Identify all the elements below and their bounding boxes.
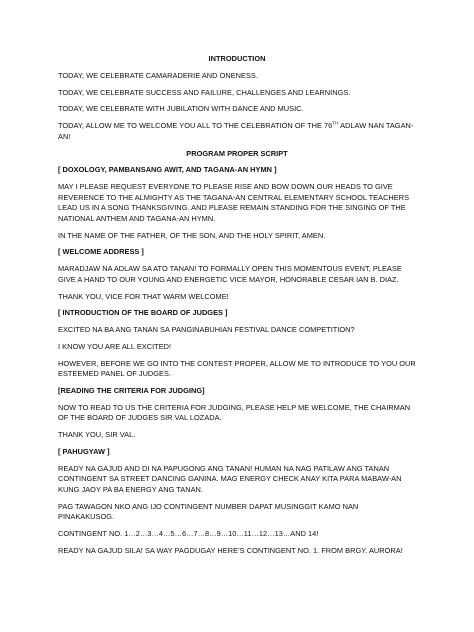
section-heading-judges: [ INTRODUCTION OF THE BOARD OF JUDGES ] xyxy=(58,308,228,318)
welcome-paragraph: MARADJAW NA ADLAW SA ATO TANAN! TO FORMALLY OPEN THIS MOMENTOUS EVENT, PLEASE GIVE A HAND TO OUR YOUNG AND ENERGETIC VICE MAYOR, HONORABLE CESAR IAN B. DIAZ. xyxy=(58,264,402,284)
intro-line-1: TODAY, WE CELEBRATE CAMARADERIE AND ONENESS. xyxy=(58,70,258,80)
intro-line-2: TODAY, WE CELEBRATE SUCCESS AND FAILURE, CHALLENGES AND LEARNINGS. xyxy=(58,87,351,97)
welcome-thanks: THANK YOU, VICE FOR THAT WARM WELCOME! xyxy=(58,291,229,301)
section-heading-pahugyaw: [ PAHUGYAW ] xyxy=(58,447,110,456)
contingent-count: CONTINGENT NO. 1…2…3…4…5…6…7…8…9…10…11…12…13…AND 14! xyxy=(58,529,319,539)
judges-line-2: I KNOW YOU ARE ALL EXCITED! xyxy=(58,341,172,351)
welcome-line-tail: ADLAW NAN TAGAN-AN! xyxy=(58,121,414,141)
section-heading-criteria: [READING THE CRITERIA FOR JUDGING] xyxy=(58,386,205,396)
section-heading-doxology: [ DOXOLOGY, PAMBANSANG AWIT, AND TAGANA-AN HYMN ] xyxy=(58,165,277,175)
section-heading-welcome: [ WELCOME ADDRESS ] xyxy=(58,247,144,257)
welcome-line-text: TODAY, ALLOW ME TO WELCOME YOU ALL TO THE CELEBRATION OF THE 76 xyxy=(58,121,333,131)
judges-paragraph: HOWEVER, BEFORE WE GO INTO THE CONTEST PROPER, ALLOW ME TO INTRODUCE TO YOU OUR ESTEEMED PANEL OF JUDGES. xyxy=(58,358,416,379)
criteria-paragraph: NOW TO READ TO US THE CRITERIA FOR JUDGING, PLEASE HELP ME WELCOME, THE CHAIRMAN OF THE BOARD OF JUDGES SIR VAL LOZADA. xyxy=(58,402,411,423)
document-title: INTRODUCTION xyxy=(208,54,266,63)
pahugyaw-paragraph-1: READY NA GAJUD AND DI NA PAPUGONG ANG TANAN! HUMAN NA NAG PATILAW ANG TANAN CONTINGENT SA STREET DANCING GANINA. MAG ENERGY CHECK ANAY KITA PARA MABAW-AN KUNG JAOY PA BA ENERGY ANG TANAN. xyxy=(58,463,402,494)
intro-line-3: TODAY, WE CELEBRATE WITH JUBILATION WITH DANCE AND MUSIC. xyxy=(58,104,304,114)
pahugyaw-paragraph-2: PAG TAWAGON NKO ANG IJO CONTINGENT NUMBER DAPAT MUSINGGIT KAMO NAN PINAKAKUSOG. xyxy=(58,501,359,522)
intro-welcome-line xyxy=(58,121,416,142)
script-title: PROGRAM PROPER SCRIPT xyxy=(186,148,288,158)
ordinal-suffix: TH xyxy=(332,120,339,126)
criteria-thanks: THANK YOU, SIR VAL. xyxy=(58,430,136,440)
pahugyaw-closing: READY NA GAJUD SILA! SA WAY PAGDUGAY HERE’S CONTINGENT NO. 1. FROM BRGY. AURORA! xyxy=(58,545,403,555)
doxology-paragraph: MAY I PLEASE REQUEST EVERYONE TO PLEASE RISE AND BOW DOWN OUR HEADS TO GIVE REVERENCE TO THE ALMIGHTY AS THE TAGANA-AN CENTRAL ELEMENTARY SCHOOL TEACHERS LEAD US IN A SONG THANKSGIVING. AND PLEASE REMAIN STANDING FOR THE SINGING OF THE NATIONAL ANTHEM AND TAGANA-AN HYMN. xyxy=(58,182,410,223)
doxology-prayer: IN THE NAME OF THE FATHER, OF THE SON, AND THE HOLY SPIRIT, AMEN. xyxy=(58,230,326,240)
judges-line-1: EXCITED NA BA ANG TANAN SA PANGINABUHIAN FESTIVAL DANCE COMPETITION? xyxy=(58,325,355,335)
